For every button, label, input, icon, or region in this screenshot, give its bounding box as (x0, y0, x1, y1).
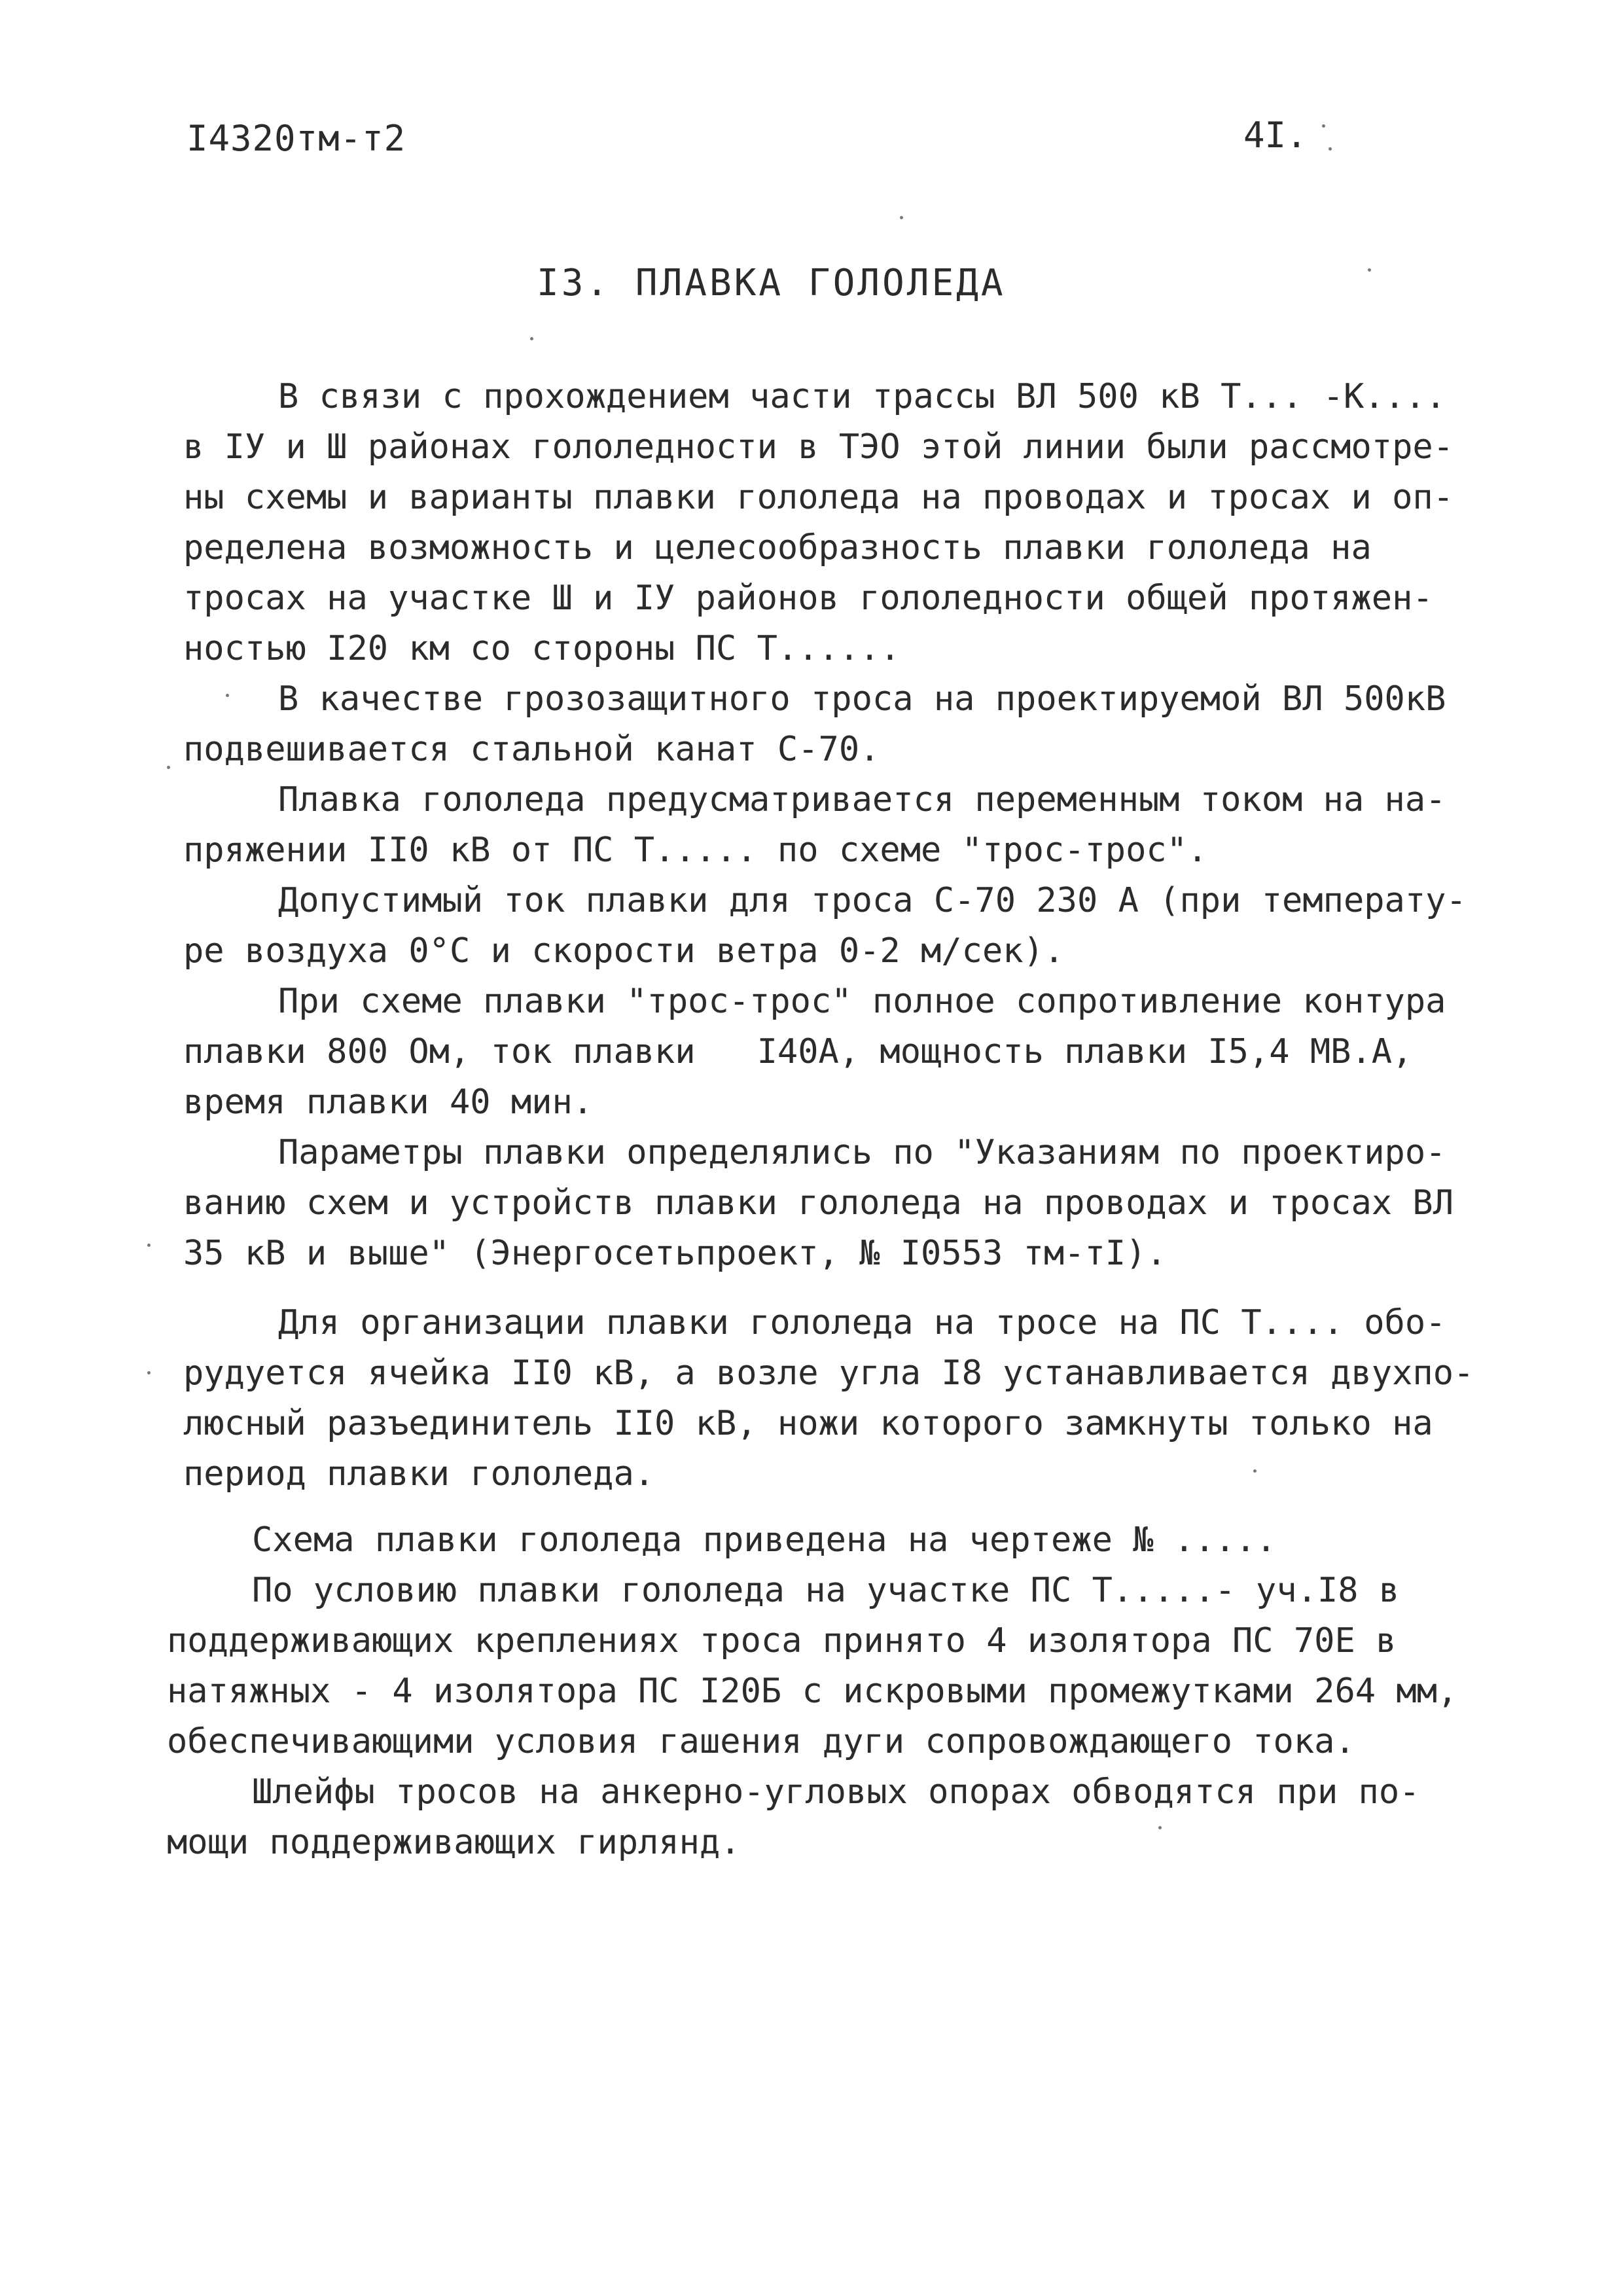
text-line: Плавка гололеда предусматривается переменным током на на- (278, 780, 1446, 819)
text-line: ны схемы и варианты плавки гололеда на проводах и тросах и оп- (183, 478, 1454, 517)
text-line: Шлейфы тросов на анкерно-угловых опорах обводятся при по- (252, 1772, 1420, 1812)
text-line: В связи с прохождением части трассы ВЛ 500 кВ Т... -К.... (278, 377, 1446, 416)
text-line: обеспечивающими условия гашения дуги сопровождающего тока. (167, 1722, 1355, 1761)
text-line: тросах на участке Ш и IУ районов гололедности общей протяжен- (183, 579, 1433, 618)
text-line: В качестве грозозащитного троса на проектируемой ВЛ 500кВ (278, 679, 1446, 719)
scan-speck (1253, 1469, 1257, 1473)
text-line: Допустимый ток плавки для троса С-70 230 А (при температу- (278, 881, 1467, 920)
page-number: 4I. (1243, 115, 1308, 156)
text-line: в IУ и Ш районах гололедности в ТЭО этой линии были рассмотре- (183, 427, 1454, 467)
text-line: Параметры плавки определялись по "Указаниям по проектиро- (278, 1133, 1446, 1172)
text-line: рудуется ячейка II0 кВ, а возле угла I8 устанавливается двухпо- (183, 1354, 1474, 1393)
text-line: 35 кВ и выше" (Энергосетьпроект, № I0553 тм-тI). (183, 1234, 1167, 1273)
section-title: I3. ПЛАВКА ГОЛОЛЕДА (537, 262, 1006, 304)
text-line: натяжных - 4 изолятора ПС I20Б с искровыми промежутками 264 мм, (167, 1672, 1458, 1711)
scan-speck (147, 1371, 151, 1374)
scan-speck (167, 766, 170, 769)
text-line: ределена возможность и целесообразность плавки гололеда на (183, 528, 1372, 567)
text-line: мощи поддерживающих гирлянд. (167, 1823, 741, 1862)
text-line: Для организации плавки гололеда на тросе на ПС Т.... обо- (278, 1303, 1446, 1342)
text-line: Схема плавки гололеда приведена на чертеже № ..... (252, 1520, 1277, 1560)
scan-speck (530, 337, 533, 340)
scan-speck (1158, 1826, 1162, 1829)
text-line: люсный разъединитель II0 кВ, ножи которого замкнуты только на (183, 1404, 1433, 1443)
text-line: пряжении II0 кВ от ПС Т..... по схеме "трос-трос". (183, 831, 1208, 870)
text-line: ре воздуха 0°С и скорости ветра 0-2 м/сек). (183, 931, 1065, 971)
scan-speck (1322, 124, 1325, 128)
text-line: ностью I20 км со стороны ПС Т...... (183, 629, 901, 668)
scan-speck (147, 1244, 151, 1247)
text-line: подвешивается стальной канат С-70. (183, 730, 880, 769)
text-line: плавки 800 Ом, ток плавки I40А, мощность плавки I5,4 МВ.А, (183, 1032, 1413, 1071)
text-line: При схеме плавки "трос-трос" полное сопротивление контура (278, 982, 1446, 1021)
text-line: период плавки гололеда. (183, 1454, 655, 1494)
document-code: I4320тм-т2 (187, 118, 406, 159)
text-line: ванию схем и устройств плавки гололеда на проводах и тросах ВЛ (183, 1183, 1454, 1223)
text-line: время плавки 40 мин. (183, 1083, 594, 1122)
scan-speck (1329, 147, 1332, 151)
scan-speck (900, 216, 903, 219)
scan-speck (226, 694, 229, 697)
scan-speck (1368, 268, 1371, 272)
text-line: По условию плавки гололеда на участке ПС Т.....- уч.I8 в (252, 1571, 1400, 1610)
text-line: поддерживающих креплениях троса принято 4 изолятора ПС 70Е в (167, 1621, 1397, 1660)
